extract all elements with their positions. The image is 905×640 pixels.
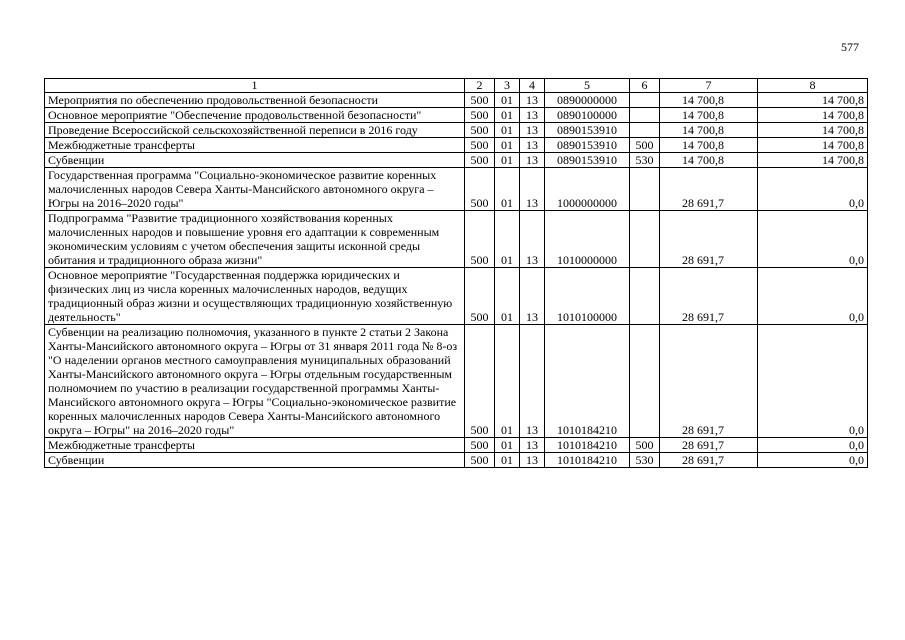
cell-amount-8: 0,0 [758,211,868,268]
header-cell: 8 [758,79,868,93]
cell-section: 01 [495,138,520,153]
cell-target-article: 1010100000 [545,268,630,325]
cell-expense-type [630,93,660,108]
cell-expense-type [630,268,660,325]
cell-subsection: 13 [520,168,545,211]
row-name: Мероприятия по обеспечению продовольственной безопасности [45,93,465,108]
cell-ministry: 500 [465,325,495,438]
row-name: Субвенции [45,153,465,168]
cell-ministry: 500 [465,153,495,168]
row-name: Проведение Всероссийской сельскохозяйственной переписи в 2016 году [45,123,465,138]
header-cell: 5 [545,79,630,93]
cell-ministry: 500 [465,168,495,211]
row-name: Субвенции на реализацию полномочия, указанного в пункте 2 статьи 2 Закона Ханты-Мансийского автономного округа – Югры от 31 января 2011 года № 8-оз "О наделении органов местного самоуправления муниципальных образований Ханты-Мансийского автономного округа – Югры отдельным государственным полномочием по участию в реализации государственной программы Ханты-Мансийского автономного округа – Югры "Социально-экономическое развитие коренных малочисленных народов Севера Ханты-Мансийского автономного округа – Югры" на 2016–2020 годы" [45,325,465,438]
header-cell: 6 [630,79,660,93]
cell-amount-8: 0,0 [758,453,868,468]
cell-target-article: 1010184210 [545,438,630,453]
cell-expense-type: 500 [630,438,660,453]
cell-subsection: 13 [520,108,545,123]
row-name: Межбюджетные трансферты [45,438,465,453]
cell-amount-7: 14 700,8 [660,93,758,108]
cell-target-article: 0890000000 [545,93,630,108]
cell-expense-type [630,108,660,123]
cell-ministry: 500 [465,268,495,325]
cell-amount-8: 14 700,8 [758,93,868,108]
table-row [45,168,868,211]
cell-ministry: 500 [465,211,495,268]
table-row [45,325,868,438]
row-name: Субвенции [45,453,465,468]
cell-section: 01 [495,123,520,138]
cell-section: 01 [495,153,520,168]
cell-subsection: 13 [520,268,545,325]
cell-amount-7: 14 700,8 [660,123,758,138]
cell-amount-7: 28 691,7 [660,211,758,268]
cell-target-article: 1010184210 [545,453,630,468]
cell-amount-8: 0,0 [758,325,868,438]
cell-amount-7: 14 700,8 [660,138,758,153]
header-cell: 4 [520,79,545,93]
table-header-row [45,79,868,93]
cell-target-article: 0890100000 [545,108,630,123]
table-row [45,438,868,453]
cell-expense-type: 530 [630,153,660,168]
header-cell: 3 [495,79,520,93]
cell-amount-7: 28 691,7 [660,438,758,453]
cell-expense-type [630,168,660,211]
cell-amount-7: 14 700,8 [660,108,758,123]
cell-section: 01 [495,93,520,108]
cell-amount-7: 28 691,7 [660,325,758,438]
row-name: Межбюджетные трансферты [45,138,465,153]
cell-amount-7: 28 691,7 [660,168,758,211]
header-cell: 2 [465,79,495,93]
cell-subsection: 13 [520,453,545,468]
table-row [45,123,868,138]
cell-target-article: 1000000000 [545,168,630,211]
table-row [45,138,868,153]
cell-ministry: 500 [465,453,495,468]
cell-amount-8: 0,0 [758,268,868,325]
cell-ministry: 500 [465,438,495,453]
cell-amount-8: 0,0 [758,168,868,211]
table-row [45,153,868,168]
cell-amount-8: 14 700,8 [758,153,868,168]
cell-amount-8: 14 700,8 [758,108,868,123]
row-name: Основное мероприятие "Обеспечение продовольственной безопасности" [45,108,465,123]
cell-target-article: 0890153910 [545,138,630,153]
row-name: Подпрограмма "Развитие традиционного хозяйствования коренных малочисленных народов и повышение уровня его адаптации к современным экономическим условиям с учетом обеспечения защиты исконной среды обитания и традиционного образа жизни" [45,211,465,268]
cell-section: 01 [495,453,520,468]
cell-expense-type [630,325,660,438]
cell-subsection: 13 [520,138,545,153]
cell-subsection: 13 [520,325,545,438]
cell-ministry: 500 [465,108,495,123]
table-row [45,268,868,325]
cell-ministry: 500 [465,93,495,108]
row-name: Основное мероприятие "Государственная поддержка юридических и физических лиц из числа коренных малочисленных народов, ведущих традиционный образ жизни и осуществляющих традиционную хозяйственную деятельность" [45,268,465,325]
cell-subsection: 13 [520,93,545,108]
table-row [45,453,868,468]
cell-target-article: 0890153910 [545,123,630,138]
table-row [45,93,868,108]
row-name: Государственная программа "Социально-экономическое развитие коренных малочисленных народов Севера Ханты-Мансийского автономного округа – Югры на 2016–2020 годы" [45,168,465,211]
cell-subsection: 13 [520,438,545,453]
page-number: 577 [841,40,859,54]
cell-subsection: 13 [520,211,545,268]
cell-section: 01 [495,108,520,123]
cell-expense-type: 500 [630,138,660,153]
budget-table [44,78,868,468]
cell-target-article: 1010184210 [545,325,630,438]
cell-subsection: 13 [520,123,545,138]
cell-section: 01 [495,268,520,325]
header-cell: 1 [45,79,465,93]
cell-amount-7: 28 691,7 [660,453,758,468]
cell-ministry: 500 [465,138,495,153]
cell-expense-type [630,211,660,268]
cell-expense-type: 530 [630,453,660,468]
cell-subsection: 13 [520,153,545,168]
cell-section: 01 [495,325,520,438]
cell-amount-7: 14 700,8 [660,153,758,168]
header-cell: 7 [660,79,758,93]
cell-section: 01 [495,211,520,268]
cell-ministry: 500 [465,123,495,138]
cell-amount-8: 0,0 [758,438,868,453]
cell-section: 01 [495,438,520,453]
cell-expense-type [630,123,660,138]
cell-amount-8: 14 700,8 [758,138,868,153]
cell-amount-8: 14 700,8 [758,123,868,138]
cell-target-article: 0890153910 [545,153,630,168]
cell-target-article: 1010000000 [545,211,630,268]
table-row [45,108,868,123]
cell-section: 01 [495,168,520,211]
cell-amount-7: 28 691,7 [660,268,758,325]
table-row [45,211,868,268]
